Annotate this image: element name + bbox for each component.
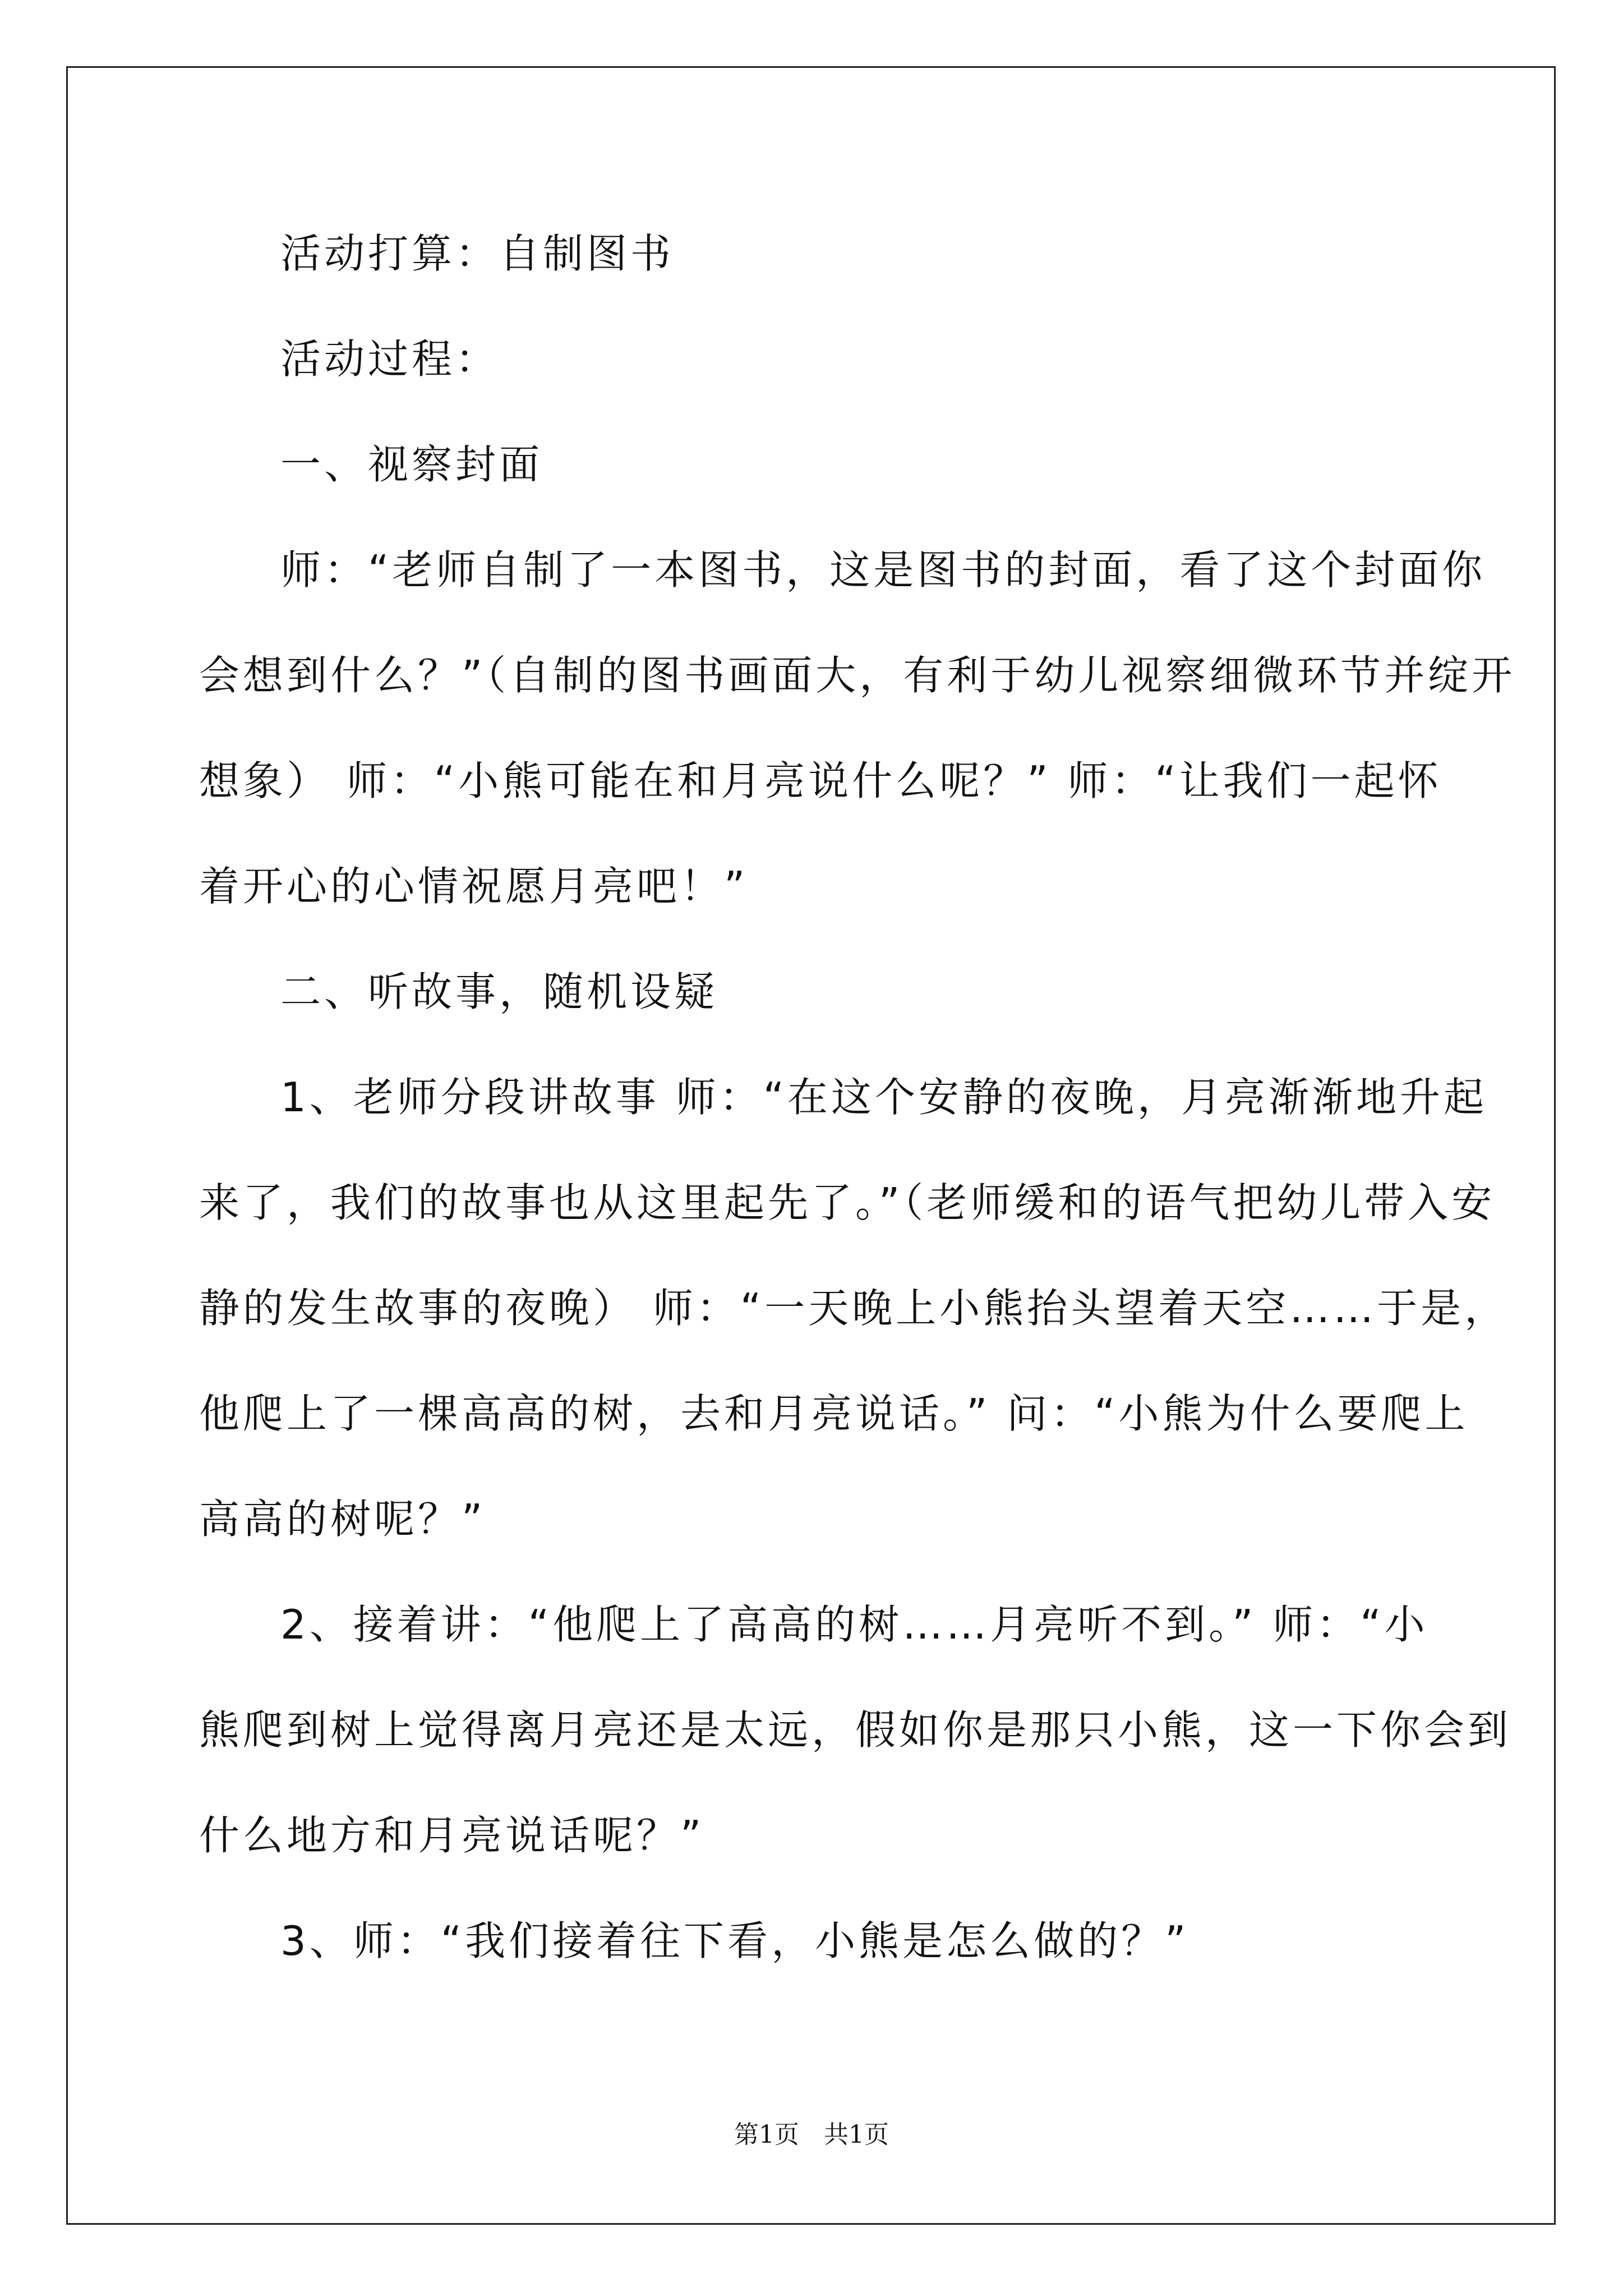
body-line: 静的发生故事的夜晚） 师：“一天晚上小熊抬头望着天空……于是， bbox=[199, 1285, 1509, 1332]
plan-line: 活动打算：自制图书 bbox=[280, 230, 675, 277]
body-line: 想象） 师：“小熊可能在和月亮说什么呢？” 师：“让我们一起怀 bbox=[199, 757, 1442, 804]
body-line: 熊爬到树上觉得离月亮还是太远，假如你是那只小熊，这一下你会到 bbox=[199, 1706, 1512, 1754]
body-line: 师：“老师自制了一本图书，这是图书的封面，看了这个封面你 bbox=[280, 546, 1486, 593]
page-number: 第1页 共1页 bbox=[734, 2120, 889, 2149]
body-line: 1、老师分段讲故事 师：“在这个安静的夜晚，月亮渐渐地升起 bbox=[280, 1074, 1487, 1121]
body-line: 着开心的心情祝愿月亮吧！” bbox=[199, 863, 749, 910]
section-heading-1: 一、视察封面 bbox=[280, 441, 543, 488]
body-line: 会想到什么？”（自制的图书画面大，有利于幼儿视察细微环节并绽开 bbox=[199, 652, 1516, 699]
body-line: 3、师：“我们接着往下看，小熊是怎么做的？” bbox=[280, 1917, 1189, 1964]
body-line: 来了，我们的故事也从这里起先了。”（老师缓和的语气把幼儿带入安 bbox=[199, 1179, 1496, 1226]
section-heading-2: 二、听故事，随机设疑 bbox=[280, 968, 718, 1015]
process-heading: 活动过程： bbox=[280, 335, 500, 383]
body-line: 2、接着讲：“他爬上了高高的树……月亮听不到。” 师：“小 bbox=[280, 1601, 1428, 1648]
body-line: 他爬上了一棵高高的树，去和月亮说话。” 问：“小熊为什么要爬上 bbox=[199, 1390, 1469, 1437]
page-border bbox=[66, 66, 1556, 2225]
body-line: 高高的树呢？” bbox=[199, 1496, 486, 1543]
body-line: 什么地方和月亮说话呢？” bbox=[199, 1812, 705, 1859]
